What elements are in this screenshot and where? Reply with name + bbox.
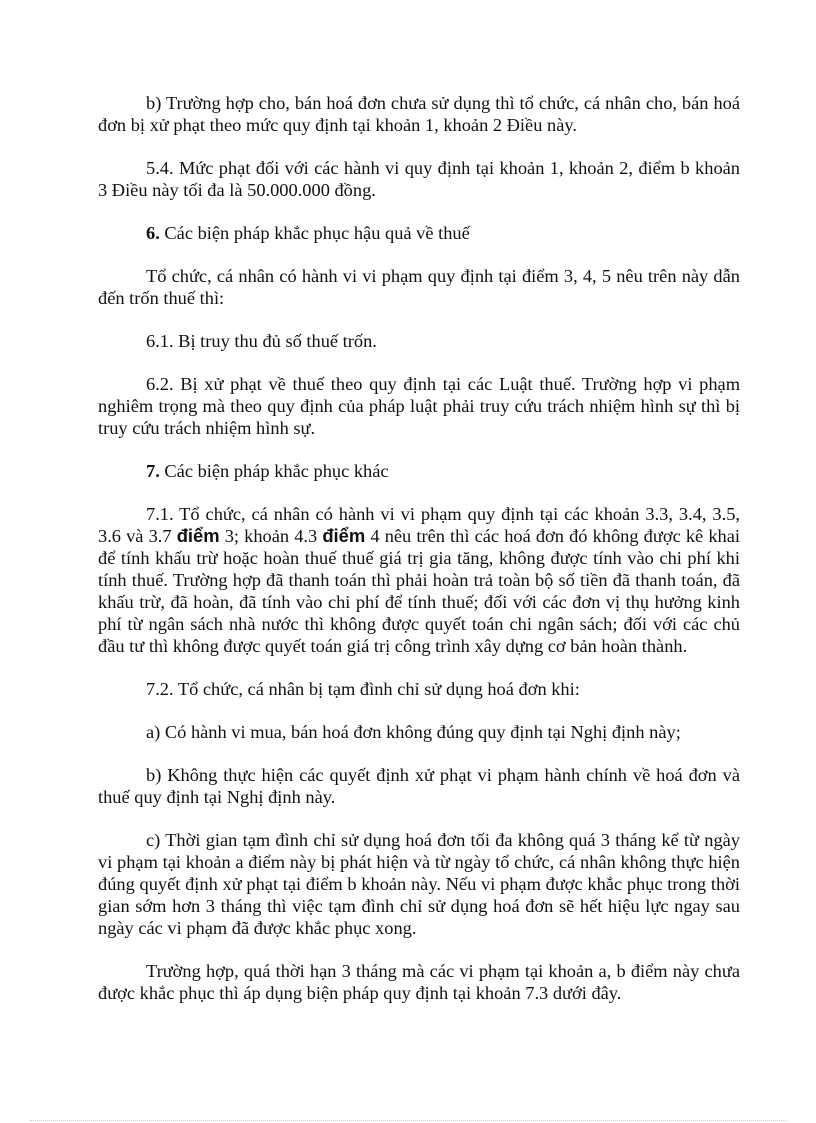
paragraph-7-2-b: b) Không thực hiện các quyết định xử phạt vi phạm hành chính về hoá đơn và thuế quy định tại Nghị định này. (98, 765, 740, 807)
paragraph-gap (98, 309, 740, 330)
paragraph-7-1-part-a: 7.1. Tổ chức, cá nhân có hành vi vi phạm quy định tại các khoản 3.3, 3.4, 3.5, 3.6 và 3.7 (98, 504, 740, 546)
paragraph-7-2-c: c) Thời gian tạm đình chỉ sử dụng hoá đơn tối đa không quá 3 tháng kể từ ngày vi phạm tại khoản a điểm này bị phát hiện và từ ngày tổ chức, cá nhân không thực hiện đúng quyết định xử phạt tại điểm b khoản này. Nếu vi phạm được khắc phục trong thời gian sớm hơn 3 tháng thì việc tạm đình chỉ sử dụng hoá đơn sẽ hết hiệu lực ngay sau ngày các vi phạm đã được khắc phục xong. (98, 830, 740, 938)
paragraph-7-1-part-e: 4 nêu trên thì các hoá đơn đó không được kê khai để tính khấu trừ hoặc hoàn thuế thuế giá trị gia tăng, không được tính vào chi phí khi tính thuế. Trường hợp đã thanh toán thì phải hoàn trả toàn bộ số tiền đã thanh toán, đã khấu trừ, đã hoàn, đã tính vào chi phí để tính thuế; đối với các đơn vị thụ hưởng kinh phí từ ngân sách nhà nước thì không được quyết toán chi ngân sách; đối với các chủ đầu tư thì không được quyết toán giá trị công trình xây dựng cơ bản hoàn thành. (98, 526, 740, 656)
heading-6-text: Các biện pháp khắc phục hậu quả về thuế (159, 223, 470, 243)
heading-6-tax-remedies (98, 222, 740, 244)
heading-7-text: Các biện pháp khắc phục khác (159, 461, 389, 481)
paragraph-gap (98, 939, 740, 960)
paragraph-5-4-max-fine: 5.4. Mức phạt đối với các hành vi quy định tại khoản 1, khoản 2, điểm b khoản 3 Điều này tối đa là 50.000.000 đồng. (98, 158, 740, 200)
paragraph-gap (98, 352, 740, 373)
paragraph-gap (98, 743, 740, 764)
paragraph-6-2: 6.2. Bị xử phạt về thuế theo quy định tại các Luật thuế. Trường hợp vi phạm nghiêm trọng mà theo quy định của pháp luật phải truy cứu trách nhiệm hình sự thì bị truy cứu trách nhiệm hình sự. (98, 374, 740, 438)
paragraph-6-1: 6.1. Bị truy thu đủ số thuế trốn. (146, 331, 377, 351)
paragraph-7-1-point-word-1: điểm (176, 525, 220, 546)
heading-7-other-remedies (98, 460, 740, 482)
paragraph-tax-evasion-intro: Tổ chức, cá nhân có hành vi vi phạm quy định tại điểm 3, 4, 5 nêu trên này dẫn đến trốn thuế thì: (98, 266, 740, 308)
paragraph-gap (98, 201, 740, 222)
paragraph-7-1-point-word-2: điểm (322, 525, 366, 546)
paragraph-gap (98, 482, 740, 503)
page-bottom-divider (30, 1120, 786, 1121)
paragraph-7-1-part-c: 3; khoản 4.3 (219, 526, 323, 546)
paragraph-gap (98, 657, 740, 678)
paragraph-overdue-violations: Trường hợp, quá thời hạn 3 tháng mà các vi phạm tại khoản a, b điểm này chưa được khắc phục thì áp dụng biện pháp quy định tại khoản 7.3 dưới đây. (98, 961, 740, 1003)
heading-6-number: 6. (146, 223, 160, 243)
paragraph-gap (98, 136, 740, 157)
paragraph-7-2: 7.2. Tổ chức, cá nhân bị tạm đình chỉ sử dụng hoá đơn khi: (146, 679, 580, 699)
paragraph-7-1 (98, 503, 740, 657)
document-body (98, 92, 740, 1004)
heading-7-number: 7. (146, 461, 160, 481)
paragraph-gap (98, 439, 740, 460)
paragraph-gap (98, 808, 740, 829)
paragraph-gap (98, 700, 740, 721)
paragraph-gap (98, 244, 740, 265)
paragraph-b-selling-unused-invoices: b) Trường hợp cho, bán hoá đơn chưa sử dụng thì tổ chức, cá nhân cho, bán hoá đơn bị xử phạt theo mức quy định tại khoản 1, khoản 2 Điều này. (98, 93, 740, 135)
paragraph-7-2-a: a) Có hành vi mua, bán hoá đơn không đúng quy định tại Nghị định này; (146, 722, 681, 742)
